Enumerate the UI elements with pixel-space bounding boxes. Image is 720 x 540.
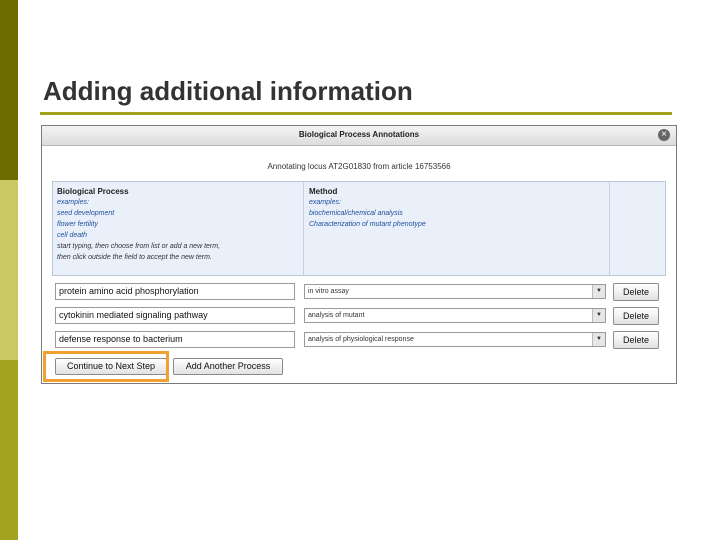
example-line: cell death xyxy=(57,232,87,239)
example-hint: start typing, then choose from list or add a new term, xyxy=(57,243,221,250)
title-underline xyxy=(40,112,672,115)
chevron-down-icon[interactable]: ▼ xyxy=(592,309,605,322)
example-line: examples: xyxy=(57,199,89,206)
method-value: in vitro assay xyxy=(308,288,349,295)
chevron-down-icon[interactable]: ▼ xyxy=(592,333,605,346)
example-line: flower fertility xyxy=(57,221,98,228)
annotation-row xyxy=(52,329,666,351)
add-process-button[interactable]: Add Another Process xyxy=(173,358,283,375)
method-select[interactable] xyxy=(304,332,606,347)
method-column xyxy=(303,182,610,275)
method-header: Method xyxy=(309,187,338,196)
annotation-row xyxy=(52,305,666,327)
delete-button[interactable]: Delete xyxy=(613,283,659,301)
decor-bar-top xyxy=(0,0,18,180)
decor-bar-bottom xyxy=(0,360,18,540)
continue-button[interactable]: Continue to Next Step xyxy=(55,358,167,375)
method-value: analysis of physiological response xyxy=(308,336,414,343)
annotation-dialog xyxy=(41,125,677,384)
method-examples-scroll[interactable] xyxy=(309,197,609,229)
process-input[interactable]: cytokinin mediated signaling pathway xyxy=(55,307,295,324)
annotation-row xyxy=(52,281,666,303)
chevron-down-icon[interactable]: ▼ xyxy=(592,285,605,298)
example-line: biochemical/chemical analysis xyxy=(309,210,403,217)
annotation-subtitle: Annotating locus AT2G01830 from article 16753566 xyxy=(267,162,451,171)
method-value: analysis of mutant xyxy=(308,312,365,319)
delete-button[interactable]: Delete xyxy=(613,307,659,325)
dialog-header xyxy=(42,126,676,146)
highlight-box xyxy=(43,351,169,382)
dialog-title: Biological Process Annotations xyxy=(298,130,420,139)
close-icon[interactable]: × xyxy=(658,129,670,141)
process-input[interactable]: defense response to bacterium xyxy=(55,331,295,348)
example-line: examples: xyxy=(309,199,341,206)
process-column xyxy=(53,182,303,275)
example-line: Characterization of mutant phenotype xyxy=(309,221,426,228)
example-hint: then click outside the field to accept the new term. xyxy=(57,254,212,261)
method-select[interactable] xyxy=(304,284,606,299)
slide-title: Adding additional information xyxy=(43,76,413,106)
process-header: Biological Process xyxy=(57,187,129,196)
example-line: seed development xyxy=(57,210,115,217)
decor-bar-middle xyxy=(0,180,18,360)
method-select[interactable] xyxy=(304,308,606,323)
examples-panel xyxy=(52,181,666,276)
process-input[interactable]: protein amino acid phosphorylation xyxy=(55,283,295,300)
delete-button[interactable]: Delete xyxy=(613,331,659,349)
